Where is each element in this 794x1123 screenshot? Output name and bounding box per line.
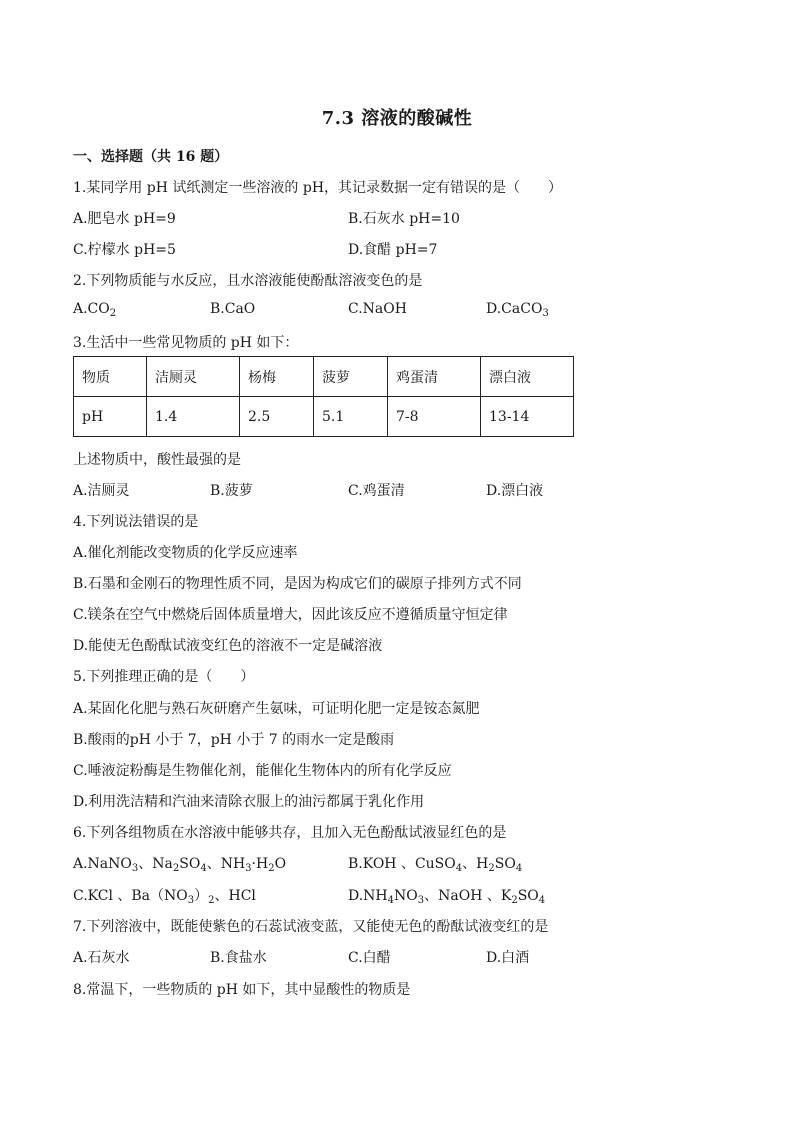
question-4-stem: 4.下列说法错误的是 bbox=[73, 514, 199, 530]
question-1-option-a: A.肥皂水 pH=9 bbox=[73, 211, 176, 227]
subscript: 3 bbox=[245, 863, 252, 874]
option-text: D.CaCO bbox=[486, 301, 543, 317]
subscript: 3 bbox=[542, 308, 549, 319]
question-7-option-b: B.食盐水 bbox=[210, 950, 267, 966]
table-cell: pH bbox=[74, 397, 147, 437]
table-row bbox=[74, 397, 574, 437]
question-6-stem: 6.下列各组物质在水溶液中能够共存，且加入无色酚酞试液显红色的是 bbox=[73, 825, 507, 841]
question-4-option-a: A.催化剂能改变物质的化学反应速率 bbox=[73, 545, 298, 561]
table-cell: 5.1 bbox=[314, 397, 388, 437]
table-cell: 鸡蛋清 bbox=[388, 357, 481, 397]
subscript: 4 bbox=[515, 863, 523, 874]
option-text: 、H bbox=[462, 856, 489, 872]
option-text: A.NaNO bbox=[73, 856, 132, 872]
question-3-option-a: A.洁厕灵 bbox=[73, 483, 130, 499]
question-4-option-c: C.镁条在空气中燃烧后固体质量增大，因此该反应不遵循质量守恒定律 bbox=[73, 607, 508, 623]
option-text: D.NH bbox=[348, 888, 388, 904]
question-6-option-a bbox=[73, 853, 286, 873]
question-1-option-b: B.石灰水 pH=10 bbox=[348, 211, 460, 227]
question-2-option-c: C.NaOH bbox=[348, 301, 407, 317]
subscript: 3 bbox=[131, 863, 139, 874]
table-cell: 13-14 bbox=[481, 397, 574, 437]
question-2-option-b: B.CaO bbox=[210, 301, 256, 317]
question-1-option-d: D.食醋 pH=7 bbox=[348, 242, 438, 258]
question-5-option-b: B.酸雨的pH 小于 7，pH 小于 7 的雨水一定是酸雨 bbox=[73, 732, 395, 748]
option-text: 、HCl bbox=[214, 888, 256, 904]
question-3-option-d: D.漂白液 bbox=[486, 483, 544, 499]
subscript: 2 bbox=[488, 863, 495, 874]
ph-table bbox=[73, 356, 574, 437]
option-text: NO bbox=[394, 888, 418, 904]
option-text: ·H bbox=[251, 856, 269, 872]
option-text: SO bbox=[179, 856, 201, 872]
table-cell: 7-8 bbox=[388, 397, 481, 437]
question-5-stem: 5.下列推理正确的是（ ） bbox=[73, 669, 255, 685]
subscript: 4 bbox=[387, 895, 395, 906]
question-5-option-c: C.唾液淀粉酶是生物催化剂，能催化生物体内的所有化学反应 bbox=[73, 763, 452, 779]
option-text: SO bbox=[517, 888, 539, 904]
question-3-option-b: B.菠萝 bbox=[210, 483, 253, 499]
question-7-option-c: C.白醋 bbox=[348, 950, 391, 966]
subscript: 4 bbox=[455, 863, 463, 874]
table-cell: 2.5 bbox=[240, 397, 314, 437]
table-cell: 菠萝 bbox=[314, 357, 388, 397]
table-header-row bbox=[74, 357, 574, 397]
option-text: B.KOH 、CuSO bbox=[348, 856, 456, 872]
table-cell: 漂白液 bbox=[481, 357, 574, 397]
table-cell: 杨梅 bbox=[240, 357, 314, 397]
option-text: ） bbox=[194, 888, 209, 904]
table-cell: 洁厕灵 bbox=[147, 357, 240, 397]
question-6-option-d bbox=[348, 885, 545, 905]
question-3-question: 上述物质中，酸性最强的是 bbox=[73, 452, 241, 468]
subscript: 2 bbox=[511, 895, 518, 906]
option-text: 、Na bbox=[138, 856, 173, 872]
question-6-option-b bbox=[348, 853, 522, 873]
question-1-option-c: C.柠檬水 pH=5 bbox=[73, 242, 176, 258]
subscript: 2 bbox=[268, 863, 275, 874]
question-7-option-d: D.白酒 bbox=[486, 950, 530, 966]
question-5-option-d: D.利用洗洁精和汽油来清除衣服上的油污都属于乳化作用 bbox=[73, 794, 425, 810]
question-2-option-a bbox=[73, 301, 116, 317]
option-text: O bbox=[274, 856, 287, 872]
question-4-option-d: D.能使无色酚酞试液变红色的溶液不一定是碱溶液 bbox=[73, 638, 383, 654]
table-cell: 1.4 bbox=[147, 397, 240, 437]
subscript: 4 bbox=[200, 863, 207, 874]
question-3-stem: 3.生活中一些常见物质的 pH 如下： bbox=[73, 335, 299, 351]
question-2-option-d bbox=[486, 301, 549, 317]
section-heading: 一、选择题（共 16 题） bbox=[73, 149, 229, 165]
option-text: 、NaOH 、K bbox=[424, 888, 512, 904]
page-title: 7.3 溶液的酸碱性 bbox=[321, 108, 473, 129]
subscript: 3 bbox=[187, 895, 195, 906]
question-1-stem: 1.某同学用 pH 试纸测定一些溶液的 pH，其记录数据一定有错误的是（ ） bbox=[73, 180, 563, 196]
option-text: C.KCl 、Ba（NO bbox=[73, 888, 188, 904]
question-6-option-c bbox=[73, 885, 256, 905]
question-5-option-a: A.某固化化肥与熟石灰研磨产生氨味，可证明化肥一定是铵态氮肥 bbox=[73, 701, 480, 717]
subscript: 3 bbox=[417, 895, 425, 906]
question-4-option-b: B.石墨和金刚石的物理性质不同，是因为构成它们的碳原子排列方式不同 bbox=[73, 576, 522, 592]
option-text: 、NH bbox=[206, 856, 246, 872]
question-2-stem: 2.下列物质能与水反应，且水溶液能使酚酞溶液变色的是 bbox=[73, 273, 423, 289]
question-3-option-c: C.鸡蛋清 bbox=[348, 483, 405, 499]
option-text: SO bbox=[494, 856, 516, 872]
subscript: 2 bbox=[172, 863, 180, 874]
subscript: 4 bbox=[538, 895, 546, 906]
subscript: 2 bbox=[208, 895, 215, 906]
subscript: 2 bbox=[109, 308, 117, 319]
option-text: A.CO bbox=[73, 301, 110, 317]
question-7-stem: 7.下列溶液中，既能使紫色的石蕊试液变蓝，又能使无色的酚酞试液变红的是 bbox=[73, 919, 549, 935]
table-cell: 物质 bbox=[74, 357, 147, 397]
question-7-option-a: A.石灰水 bbox=[73, 950, 130, 966]
question-8-stem: 8.常温下，一些物质的 pH 如下，其中显酸性的物质是 bbox=[73, 982, 411, 998]
